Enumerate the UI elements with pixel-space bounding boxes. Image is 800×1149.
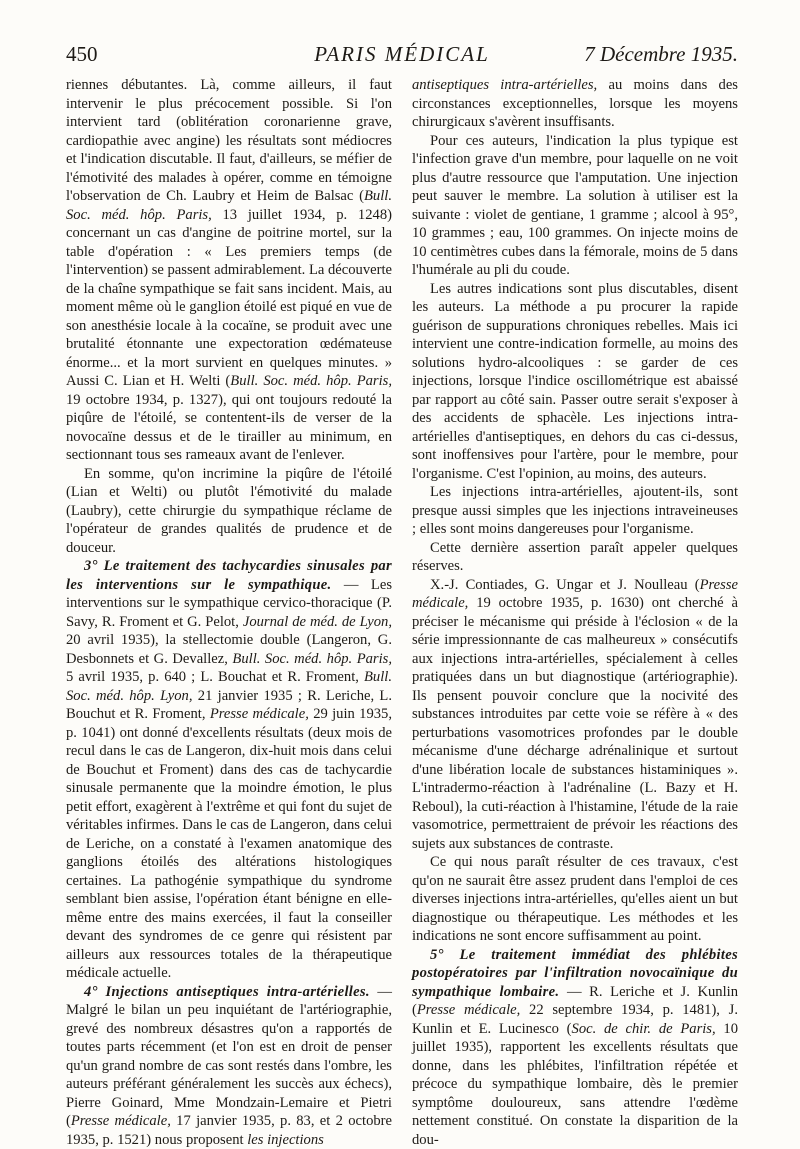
paragraph-contiades: X.-J. Contiades, G. Ungar et J. Noulleau (Presse médicale, 19 octobre 1935, p. 1630) ont cherché à préciser le mécanisme qui préside à l'éclosion « de la série impressionnante de cas malheureux » consécutifs aux injections intra-artérielles, spécialement à celles pratiquées dans un but diagnostique (artériographie). Ils pensent pouvoir conclure que la nocivité des substances introduites par cette voie se réfère à « des perturbations vasomotrices profondes par le double mécanisme d'une décharge adrénalinique et surtout d'une libération locale de substances histaminiques ». L'intradermo-réaction à l'adrénaline (L. Bazy et H. Reboul), la cuti-réaction à l'histamine, l'étude de la raie vasomotrice, permettraient de prévoir les réactions des sujets aux substances de contraste. [412, 576, 738, 854]
page-header [66, 38, 738, 78]
journal-title: PARIS MÉDICAL [66, 42, 738, 67]
paragraph-simplicity: Les injections intra-artérielles, ajoutent-ils, sont presque aussi simples que les injections intraveineuses ; elles sont moins dangereuses pour l'organisme. [412, 483, 738, 539]
section-4-title: 4° Injections antiseptiques intra-artérielles. [84, 984, 370, 1000]
section-4: 4° Injections antiseptiques intra-artérielles. — Malgré le bilan un peu inquiétant de l'artériographie, grevé des nombreux désastres qu'on a rapportés de toutes parts récemment (et l'on est en droit de penser qu'un grand nombre de cas sont restés dans l'ombre, les auteurs préférant généralement les succès aux échecs), Pierre Goinard, Mme Mondzain-Lemaire et Pietri (Presse médicale, 17 janvier 1935, p. 83, et 2 octobre 1935, p. 1521) nous proposent les injections [66, 983, 392, 1149]
right-column [412, 76, 738, 1149]
section-3-title: 3° Le traitement des tachycardies sinusales par les interventions sur le sympathique. [66, 558, 392, 593]
section-5-title: 5° Le traitement immédiat des phlébites postopératoires par l'infiltration novocaïnique du sympathique lombaire. [412, 947, 738, 1000]
issue-date: 7 Décembre 1935. [584, 42, 738, 67]
paragraph-summary: En somme, qu'on incrimine la piqûre de l'étoilé (Lian et Welti) ou plutôt l'émotivité du malade (Laubry), cette chirurgie du sympathique réclame de l'opérateur de grandes qualités de prudence et de douceur. [66, 465, 392, 558]
section-3: 3° Le traitement des tachycardies sinusales par les interventions sur le sympathique. — Les interventions sur le sympathique cervico-thoracique (P. Savy, R. Froment et G. Pelot, Journal de méd. de Lyon, 20 avril 1935), la stellectomie double (Langeron, G. Desbonnets et G. Devallez, Bull. Soc. méd. hôp. Paris, 5 avril 1935, p. 640 ; L. Bouchat et R. Froment, Bull. Soc. méd. hôp. Lyon, 21 janvier 1935 ; R. Leriche, L. Bouchut et R. Froment, Presse médicale, 29 juin 1935, p. 1041) ont donné d'excellents résultats (deux mois de recul dans le cas de Langeron, dix-huit mois dans celui de Bouchut et Froment) dans des cas de tachycardie sinusale permanente que la moindre émotion, le plus petit effort, exagèrent à l'extrême et qui font du sujet de véritables infirmes. Dans le cas de Langeron, dans celui de Leriche, on a constaté à l'examen anatomique des ganglions étoilés des altérations histologiques certaines. La pathogénie sympathique du syndrome semblant bien assise, l'opération étant bénigne en elle-même entre des mains exercées, il faut la conseiller devant des syndromes de ce genre qui résistent par ailleurs aux ressources totales de la thérapeutique médicale actuelle. [66, 557, 392, 983]
page-number: 450 [66, 42, 98, 67]
paragraph-injections-cont: antiseptiques intra-artérielles, au moins dans des circonstances exceptionnelles, lorsque les moyens chirurgicaux s'avèrent insuffisants. [412, 76, 738, 132]
paragraph-indication: Pour ces auteurs, l'indication la plus typique est l'infection grave d'un membre, pour laquelle on ne voit plus d'autre ressource que l'amputation. Une injection peut sauver le membre. La solution à utiliser est la suivante : violet de gentiane, 1 gramme ; alcool à 95°, 10 grammes ; eau, 100 grammes. On injecte moins de 10 centimètres cubes dans la fémorale, moins de 5 dans l'humérale au pli du coude. [412, 132, 738, 280]
paragraph-reserves: Cette dernière assertion paraît appeler quelques réserves. [412, 539, 738, 576]
paragraph-angina: riennes débutantes. Là, comme ailleurs, il faut intervenir le plus précocement possible. Si l'on intervient tard (oblitération coronarienne grave, cardiopathie avec angine) les résultats sont médiocres et l'indication discutable. Il faut, d'ailleurs, se méfier de l'émotivité des malades à opérer, comme en témoigne l'observation de Ch. Laubry et Heim de Balsac (Bull. Soc. méd. hôp. Paris, 13 juillet 1934, p. 1248) concernant un cas d'angine de poitrine mortel, sur la table d'opération : « Les premiers temps (de l'intervention) se passent admirablement. La découverte de la chaîne sympathique se fait sans incident. Mais, au moment même où le ganglion étoilé est piqué en vue de son anesthésie locale à la cocaïne, se produit avec une brutalité étonnante une expectoration œdémateuse énorme... et la mort survient en quelques minutes. » Aussi C. Lian et H. Welti (Bull. Soc. méd. hôp. Paris, 19 octobre 1934, p. 1327), qui ont toujours redouté la piqûre de l'étoilé, se contentent-ils de verser de la novocaïne dessus et de le tirailler au minimum, en sectionnant tous ses rameaux avant de l'enlever. [66, 76, 392, 465]
section-5: 5° Le traitement immédiat des phlébites postopératoires par l'infiltration novocaïnique du sympathique lombaire. — R. Leriche et J. Kunlin (Presse médicale, 22 septembre 1934, p. 1481), J. Kunlin et E. Lucinesco (Soc. de chir. de Paris, 10 juillet 1935), rapportent les excellents résultats que donne, dans les phlébites, l'infiltration répétée et précoce du sympathique lombaire, dès le premier symptôme douloureux, sans attendre l'œdème nettement constitué. On constate la disparition de la dou- [412, 946, 738, 1149]
paragraph-conclusion: Ce qui nous paraît résulter de ces travaux, c'est qu'on ne saurait être assez prudent dans l'emploi de ces diverses injections intra-artérielles, qu'elles aient un but diagnostique ou thérapeutique. Les méthodes et les indications ne sont encore suffisamment au point. [412, 853, 738, 946]
paragraph-other-indications: Les autres indications sont plus discutables, disent les auteurs. La méthode a pu procurer la rapide guérison de suppurations chroniques rebelles. Mais ici intervient une contre-indication formelle, au moins des solutions hydro-alcooliques : se garder de ces injections, lorsque l'indice oscillométrique est abaissé par rapport au côté sain. Passer outre serait s'exposer à des accidents de sphacèle. Les injections intra-artérielles d'antiseptiques, en dehors du cas ci-dessus, sont inoffensives pour l'artère, pour le membre, pour l'organisme. C'est l'opinion, au moins, des auteurs. [412, 280, 738, 484]
left-column [66, 76, 392, 1149]
